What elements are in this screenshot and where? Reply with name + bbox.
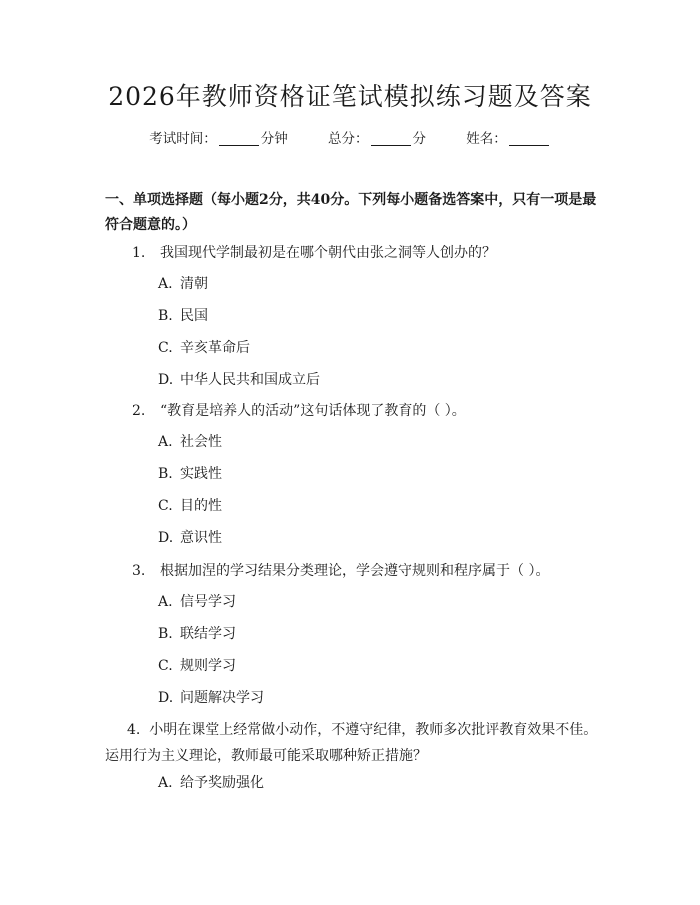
question-text: “教育是培养人的活动”这句话体现了教育的（ ）。 <box>160 403 466 419</box>
option-1b <box>158 305 208 327</box>
option-letter: A. <box>158 434 173 450</box>
option-2d <box>158 527 222 549</box>
option-letter: B. <box>158 626 173 642</box>
option-text: 民国 <box>180 308 208 324</box>
question-2 <box>132 400 466 422</box>
option-letter: D. <box>158 690 174 706</box>
question-text: 根据加涅的学习结果分类理论，学会遵守规则和程序属于（ ）。 <box>160 563 550 579</box>
question-4 <box>105 717 607 769</box>
option-text: 社会性 <box>180 434 222 450</box>
total-score-field <box>328 131 426 147</box>
page-title: 2026年教师资格证笔试模拟练习题及答案 <box>108 82 592 111</box>
option-letter: D. <box>158 530 174 546</box>
option-text: 给予奖励强化 <box>180 775 264 791</box>
option-1a <box>158 273 208 295</box>
option-3c <box>158 655 236 677</box>
total-score-unit: 分 <box>412 131 426 147</box>
total-score-label: 总分： <box>328 131 369 147</box>
option-letter: C. <box>158 498 173 514</box>
option-letter: C. <box>158 658 173 674</box>
name-label: 姓名： <box>466 131 507 147</box>
total-score-blank <box>371 131 411 146</box>
option-letter: A. <box>158 594 173 610</box>
name-blank <box>509 131 549 146</box>
question-number: 4. <box>127 722 141 738</box>
section-heading: 一、单项选择题（每小题2分，共40分。下列每小题备选答案中，只有一项是最符合题意的。） <box>105 192 597 233</box>
option-text: 联结学习 <box>180 626 236 642</box>
option-text: 清朝 <box>180 276 208 292</box>
question-number: 1. <box>132 245 146 261</box>
exam-time-field <box>149 131 288 147</box>
option-2b <box>158 463 222 485</box>
option-text: 意识性 <box>180 530 222 546</box>
option-2a <box>158 431 222 453</box>
option-4a <box>158 772 264 794</box>
option-3d <box>158 687 264 709</box>
option-text: 问题解决学习 <box>180 690 264 706</box>
option-letter: D. <box>158 372 174 388</box>
exam-info-line <box>0 128 700 150</box>
question-text: 我国现代学制最初是在哪个朝代由张之洞等人创办的？ <box>160 245 496 261</box>
option-text: 信号学习 <box>180 594 236 610</box>
option-2c <box>158 495 222 517</box>
question-3 <box>132 560 549 582</box>
name-field <box>466 131 551 147</box>
exam-time-unit: 分钟 <box>260 131 288 147</box>
question-text: 小明在课堂上经常做小动作，不遵守纪律，教师多次批评教育效果不佳。运用行为主义理论，教师最可能采取哪种矫正措施？ <box>105 722 598 764</box>
exam-time-blank <box>219 131 259 146</box>
option-letter: C. <box>158 340 173 356</box>
option-letter: A. <box>158 775 173 791</box>
option-letter: B. <box>158 308 173 324</box>
option-text: 辛亥革命后 <box>180 340 250 356</box>
option-letter: A. <box>158 276 173 292</box>
option-text: 中华人民共和国成立后 <box>180 372 320 388</box>
option-text: 实践性 <box>180 466 222 482</box>
question-1 <box>132 242 496 264</box>
exam-time-label: 考试时间： <box>149 131 217 147</box>
option-3a <box>158 591 236 613</box>
question-number: 3. <box>132 563 146 579</box>
question-number: 2. <box>132 403 146 419</box>
option-1d <box>158 369 320 391</box>
option-letter: B. <box>158 466 173 482</box>
option-text: 目的性 <box>180 498 222 514</box>
option-3b <box>158 623 236 645</box>
option-1c <box>158 337 250 359</box>
option-text: 规则学习 <box>180 658 236 674</box>
